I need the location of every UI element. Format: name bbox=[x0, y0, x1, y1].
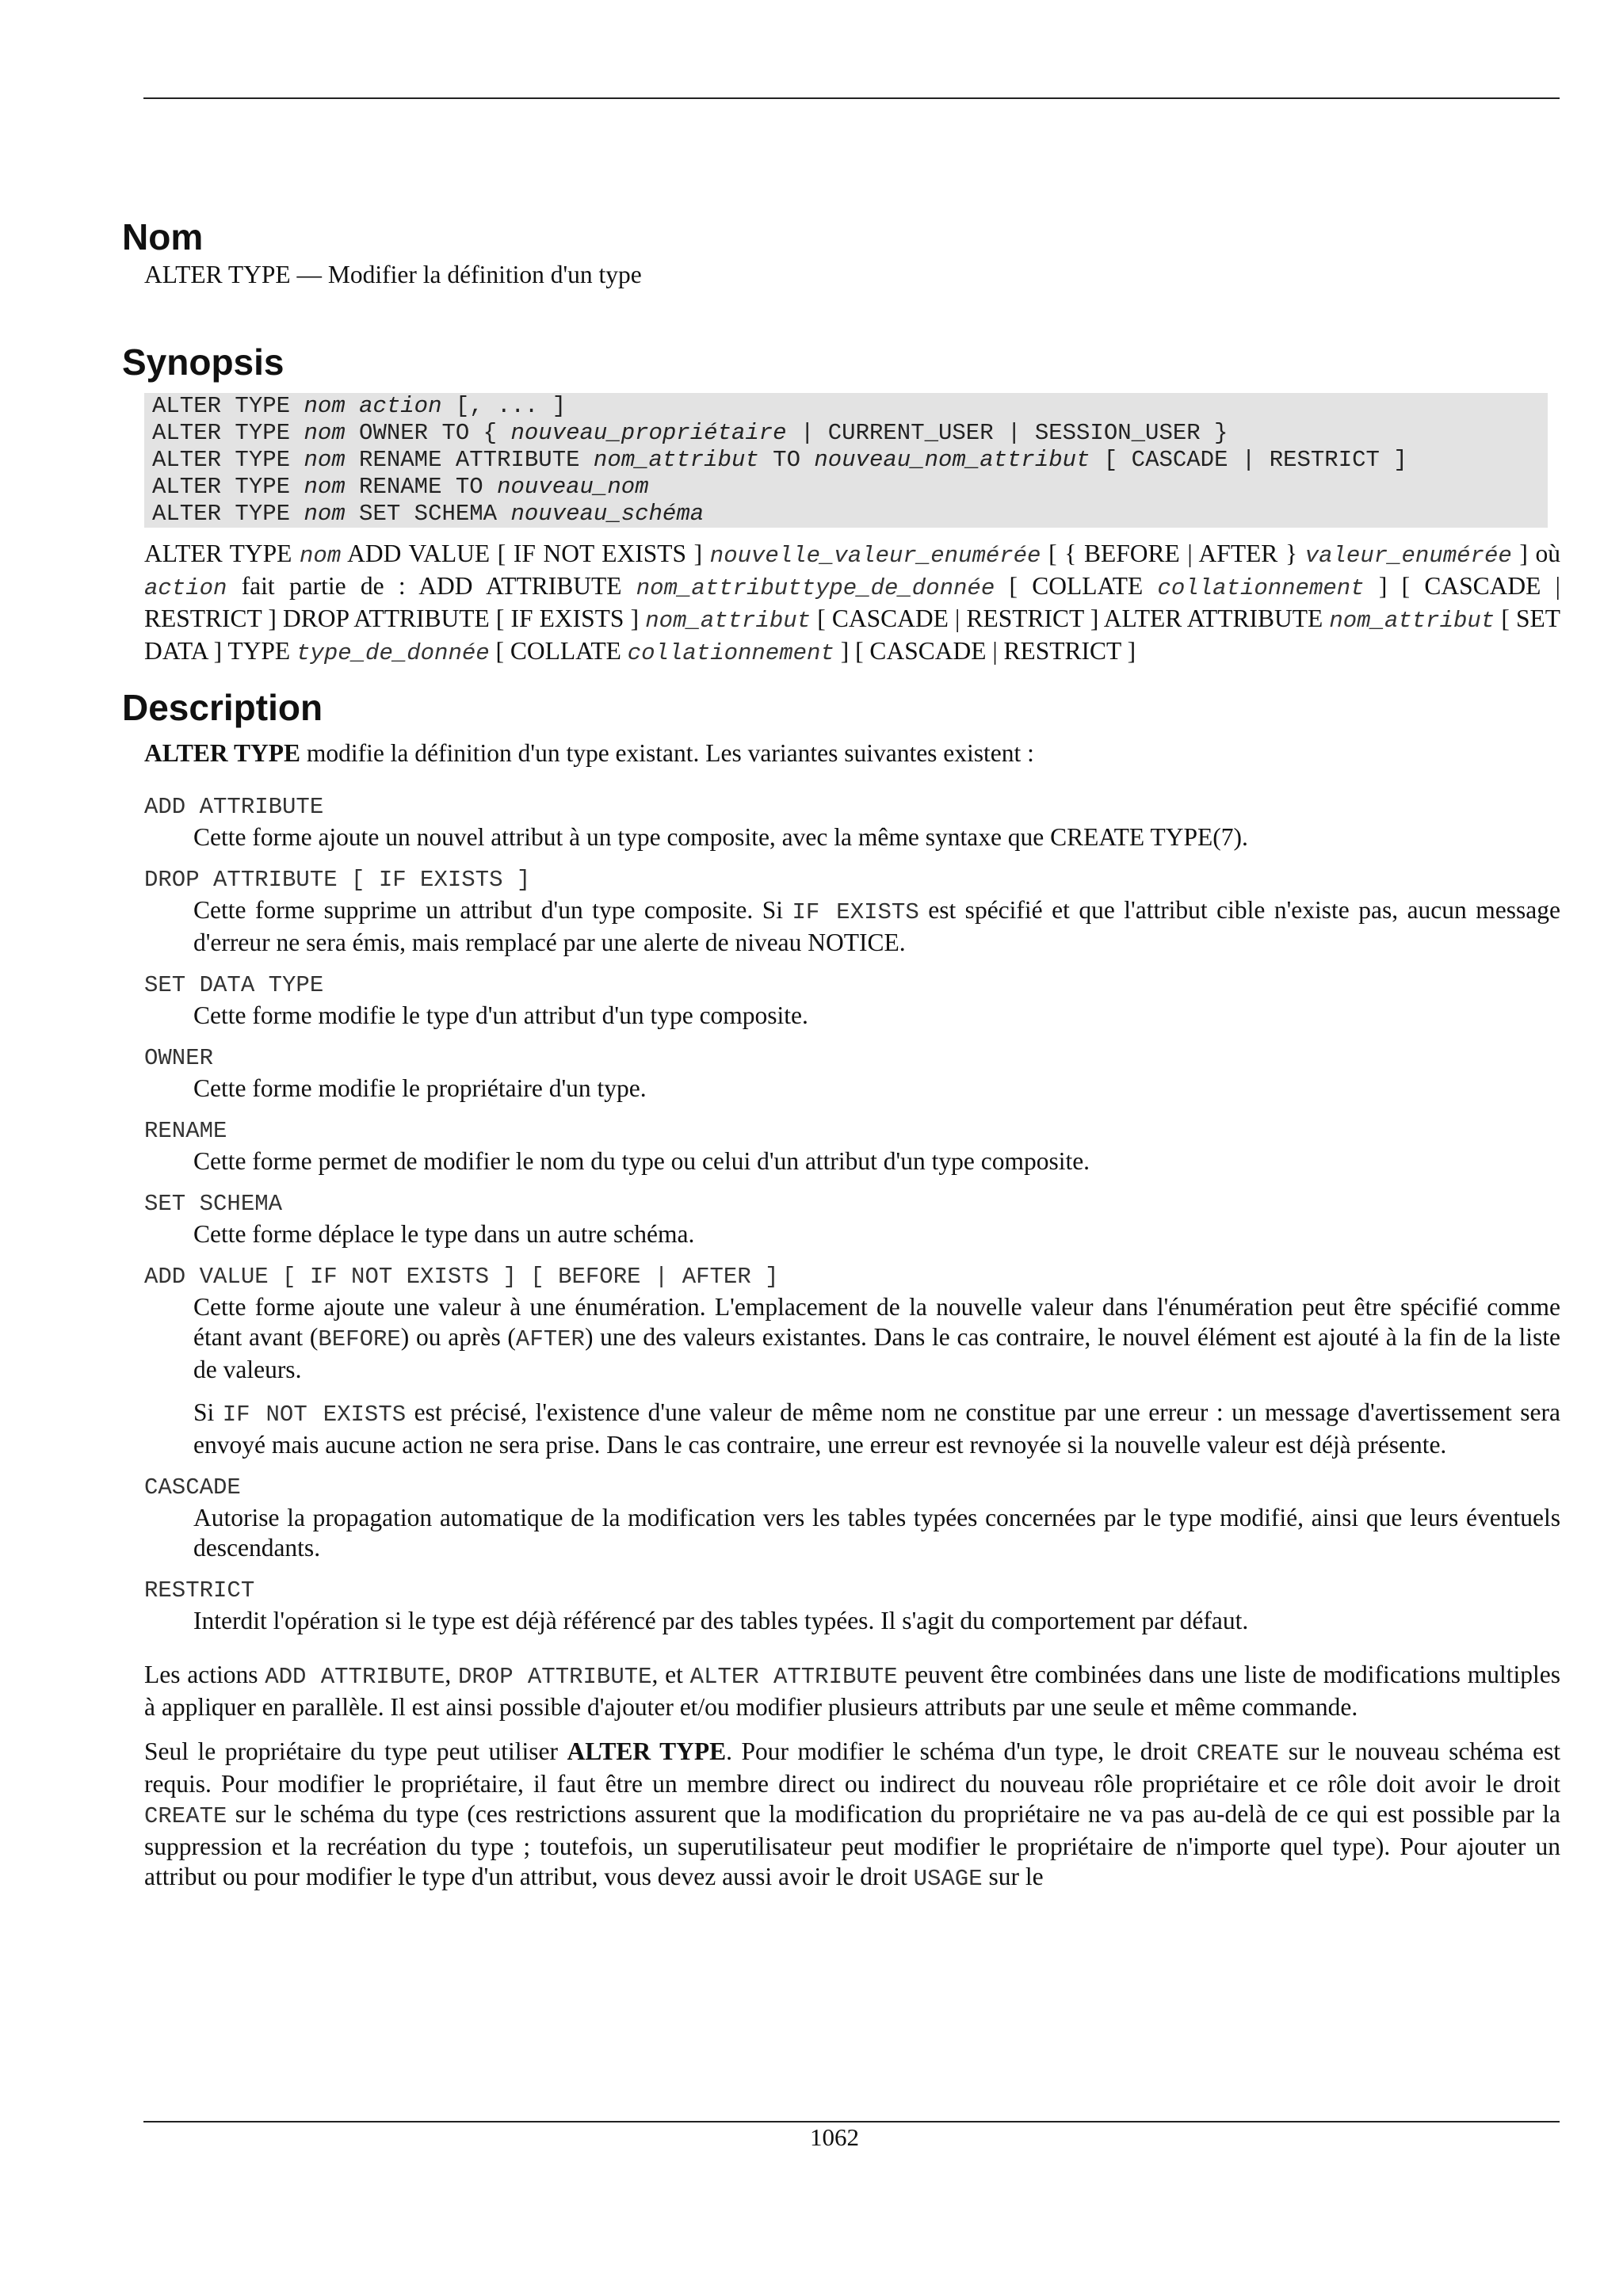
synopsis-placeholder: nom bbox=[304, 474, 346, 500]
text-run: Cette forme ajoute une valeur à une énumération. L'emplacement de la nouvelle valeur dans l'énumération peut être spécifié comme étant avant ( bbox=[193, 1293, 1560, 1351]
variant-term: SET SCHEMA bbox=[144, 1191, 283, 1217]
synopsis-keyword: ALTER TYPE bbox=[152, 474, 304, 500]
synopsis-heading: Synopsis bbox=[122, 341, 285, 383]
text-run: est précisé, l'existence d'une valeur de même nom ne constitue par une erreur : un message d'avertissement sera envoyé mais aucune action ne sera prise. Dans le cas contraire, une erreur est revnoyée si la nouvelle valeur est déjà présente. bbox=[193, 1398, 1560, 1459]
nom-line: ALTER TYPE — Modifier la définition d'un type bbox=[144, 261, 642, 288]
inline-code: USAGE bbox=[913, 1866, 983, 1892]
text-run: [ SET DATA ] TYPE bbox=[144, 605, 1560, 665]
inline-code-placeholder: nouvelle_valeur_enumérée bbox=[709, 543, 1041, 569]
text-run: ) ou après ( bbox=[400, 1323, 516, 1351]
synopsis-keyword: [ CASCADE | RESTRICT ] bbox=[1090, 447, 1407, 473]
synopsis-line bbox=[152, 393, 566, 419]
text-run: Cette forme permet de modifier le nom du type ou celui d'un attribut d'un type composite. bbox=[193, 1147, 1090, 1175]
variant-paragraph bbox=[193, 1503, 1560, 1563]
variant-paragraph bbox=[193, 822, 1560, 852]
text-run: [ COLLATE bbox=[489, 637, 628, 665]
inline-code: CREATE bbox=[144, 1803, 227, 1829]
inline-code-placeholder: action bbox=[144, 575, 227, 601]
intro-text: modifie la définition d'un type existant. Les variantes suivantes existent : bbox=[300, 739, 1034, 767]
text-run: Cette forme déplace le type dans un autre schéma. bbox=[193, 1220, 695, 1248]
inline-code: IF NOT EXISTS bbox=[222, 1402, 407, 1428]
variant-definition bbox=[193, 1074, 1560, 1104]
variant-definition bbox=[193, 822, 1560, 852]
variant-definition bbox=[193, 1292, 1560, 1460]
inline-code-placeholder: valeur_enumérée bbox=[1304, 543, 1512, 569]
synopsis-keyword bbox=[346, 393, 359, 419]
text-run: Seul le propriétaire du type peut utiliser bbox=[144, 1737, 567, 1765]
text-run: , bbox=[445, 1661, 458, 1688]
text-run: [ CASCADE | RESTRICT ] ALTER ATTRIBUTE bbox=[811, 605, 1330, 632]
text-run: Autorise la propagation automatique de la modification vers les tables typées concernées par le type modifié, ainsi que leurs éventuels descendants. bbox=[193, 1504, 1560, 1562]
footer-rule bbox=[143, 2121, 1560, 2122]
text-run: sur le bbox=[982, 1863, 1044, 1890]
synopsis-line bbox=[152, 474, 649, 500]
inline-code: ALTER ATTRIBUTE bbox=[689, 1664, 898, 1690]
text-run: sur le nouveau schéma est requis. Pour modifier le propriétaire, il faut être un membre direct ou indirect du nouveau rôle propriétaire et ce rôle doit avoir le droit bbox=[144, 1737, 1561, 1798]
variant-paragraph bbox=[193, 895, 1560, 958]
text-run: ] où bbox=[1511, 540, 1560, 567]
synopsis-keyword: SET SCHEMA bbox=[345, 501, 511, 527]
synopsis-line bbox=[152, 501, 704, 527]
synopsis-placeholder: nouveau_propriétaire bbox=[510, 420, 787, 446]
text-run: ALTER TYPE bbox=[144, 540, 300, 567]
text-run: ] [ CASCADE | RESTRICT ] bbox=[834, 637, 1136, 665]
synopsis-keyword: ALTER TYPE bbox=[152, 447, 304, 473]
variant-definition bbox=[193, 1503, 1560, 1563]
variant-paragraph bbox=[193, 1146, 1560, 1177]
variant-term: RESTRICT bbox=[144, 1577, 255, 1604]
variant-list bbox=[144, 792, 1560, 1636]
synopsis-keyword: RENAME ATTRIBUTE bbox=[345, 447, 594, 473]
text-run: [ { BEFORE | AFTER } bbox=[1041, 540, 1305, 567]
synopsis-paragraph bbox=[144, 539, 1560, 669]
text-run: fait partie de : ADD ATTRIBUTE bbox=[227, 572, 636, 600]
synopsis-keyword: OWNER TO { bbox=[345, 420, 511, 446]
variant-paragraph bbox=[193, 1001, 1560, 1031]
inline-code: CREATE bbox=[1196, 1741, 1280, 1767]
synopsis-line bbox=[152, 420, 1228, 446]
description-heading: Description bbox=[122, 687, 323, 728]
synopsis-placeholder: nom bbox=[304, 447, 346, 473]
page-number: 1062 bbox=[810, 2123, 859, 2151]
variant-paragraph bbox=[193, 1606, 1560, 1636]
text-run: ] [ CASCADE | RESTRICT ] DROP ATTRIBUTE [ IF EXISTS ] bbox=[144, 572, 1560, 632]
text-run: ) une des valeurs existantes. Dans le cas contraire, le nouvel élément est ajouté à la fin de la liste de valeurs. bbox=[193, 1323, 1560, 1383]
description-intro bbox=[144, 738, 1560, 769]
synopsis-keyword: ALTER TYPE bbox=[152, 393, 304, 419]
inline-code-placeholder: type_de_donnée bbox=[296, 640, 490, 666]
variant-paragraph bbox=[193, 1074, 1560, 1104]
synopsis-line bbox=[152, 447, 1407, 473]
description-paragraph-2 bbox=[144, 1737, 1560, 1894]
synopsis-keyword: RENAME TO bbox=[345, 474, 498, 500]
variant-definition bbox=[193, 1606, 1560, 1636]
synopsis-keyword: ALTER TYPE bbox=[152, 420, 304, 446]
text-run: [ COLLATE bbox=[995, 572, 1158, 600]
text-run: est spécifié et que l'attribut cible n'existe pas, aucun message d'erreur ne sera émis, mais remplacé par une alerte de niveau NOTICE. bbox=[193, 896, 1560, 956]
synopsis-placeholder: nouveau_nom bbox=[497, 474, 649, 500]
text-run: Cette forme modifie le propriétaire d'un type. bbox=[193, 1074, 647, 1102]
inline-code: ADD ATTRIBUTE bbox=[265, 1664, 445, 1690]
description-paragraph-1 bbox=[144, 1660, 1560, 1722]
inline-code-placeholder: nom bbox=[300, 543, 342, 569]
variant-term: SET DATA TYPE bbox=[144, 972, 324, 998]
synopsis-placeholder: nom bbox=[304, 501, 346, 527]
text-run: Cette forme supprime un attribut d'un type composite. Si bbox=[193, 896, 792, 924]
text-run: Si bbox=[193, 1398, 223, 1426]
inline-code: AFTER bbox=[515, 1326, 585, 1352]
synopsis-keyword: | CURRENT_USER | SESSION_USER } bbox=[786, 420, 1228, 446]
text-run: Interdit l'opération si le type est déjà référencé par des tables typées. Il s'agit du comportement par défaut. bbox=[193, 1607, 1249, 1634]
text-run: Cette forme modifie le type d'un attribut d'un type composite. bbox=[193, 1001, 808, 1029]
inline-code-placeholder: nom_attributtype_de_donnée bbox=[636, 575, 995, 601]
text-run: sur le schéma du type (ces restrictions assurent que la modification du propriétaire ne va pas au-delà de ce qui est possible par la suppression et la recréation du type ; toutefois, un superutilisateur peut modifier le propriétaire de n'importe quel type). Pour ajouter un attribut ou pour modifier le type d'un attribut, vous devez aussi avoir le droit bbox=[144, 1800, 1560, 1890]
synopsis-keyword: [, ... ] bbox=[441, 393, 567, 419]
text-run: peuvent être combinées dans une liste de modifications multiples à appliquer en parallèle. Il est ainsi possible d'ajouter et/ou modifier plusieurs attributs par une seule et même commande. bbox=[144, 1661, 1560, 1721]
text-run: , et bbox=[651, 1661, 690, 1688]
variant-definition bbox=[193, 895, 1560, 958]
synopsis-placeholder: action bbox=[359, 393, 442, 419]
inline-code-placeholder: nom_attribut bbox=[1329, 608, 1495, 634]
inline-code-placeholder: collationnement bbox=[627, 640, 834, 666]
header-rule bbox=[143, 97, 1560, 99]
text-run: ADD VALUE [ IF NOT EXISTS ] bbox=[341, 540, 710, 567]
intro-command: ALTER TYPE bbox=[144, 739, 300, 767]
inline-code-placeholder: collationnement bbox=[1157, 575, 1365, 601]
page-content bbox=[122, 214, 1560, 1894]
synopsis-code-block bbox=[144, 393, 1548, 528]
variant-definition bbox=[193, 1219, 1560, 1249]
variant-paragraph bbox=[193, 1219, 1560, 1249]
synopsis-placeholder: nom bbox=[304, 393, 346, 419]
synopsis-placeholder: nom bbox=[304, 420, 346, 446]
variant-term: RENAME bbox=[144, 1118, 227, 1144]
synopsis-keyword: TO bbox=[758, 447, 815, 473]
variant-term: ADD ATTRIBUTE bbox=[144, 794, 324, 820]
variant-definition bbox=[193, 1001, 1560, 1031]
variant-paragraph bbox=[193, 1398, 1560, 1460]
inline-code-placeholder: nom_attribut bbox=[645, 608, 812, 634]
variant-paragraph bbox=[193, 1292, 1560, 1385]
synopsis-placeholder: nouveau_schéma bbox=[510, 501, 705, 527]
variant-term: CASCADE bbox=[144, 1474, 241, 1501]
text-run: Cette forme ajoute un nouvel attribut à un type composite, avec la même syntaxe que CREATE TYPE(7). bbox=[193, 823, 1248, 851]
text-run: Les actions bbox=[144, 1661, 265, 1688]
synopsis-keyword: ALTER TYPE bbox=[152, 501, 304, 527]
inline-code: IF EXISTS bbox=[792, 899, 919, 925]
nom-heading: Nom bbox=[122, 216, 204, 257]
variant-term: ADD VALUE [ IF NOT EXISTS ] [ BEFORE | AFTER ] bbox=[144, 1264, 779, 1290]
synopsis-placeholder: nom_attribut bbox=[593, 447, 759, 473]
inline-code: DROP ATTRIBUTE bbox=[458, 1664, 652, 1690]
variant-term: DROP ATTRIBUTE [ IF EXISTS ] bbox=[144, 867, 531, 893]
variant-definition bbox=[193, 1146, 1560, 1177]
synopsis-placeholder: nouveau_nom_attribut bbox=[814, 447, 1090, 473]
inline-code: BEFORE bbox=[318, 1326, 401, 1352]
text-run: . Pour modifier le schéma d'un type, le droit bbox=[726, 1737, 1197, 1765]
bold-text: ALTER TYPE bbox=[567, 1737, 727, 1765]
variant-term: OWNER bbox=[144, 1045, 214, 1071]
